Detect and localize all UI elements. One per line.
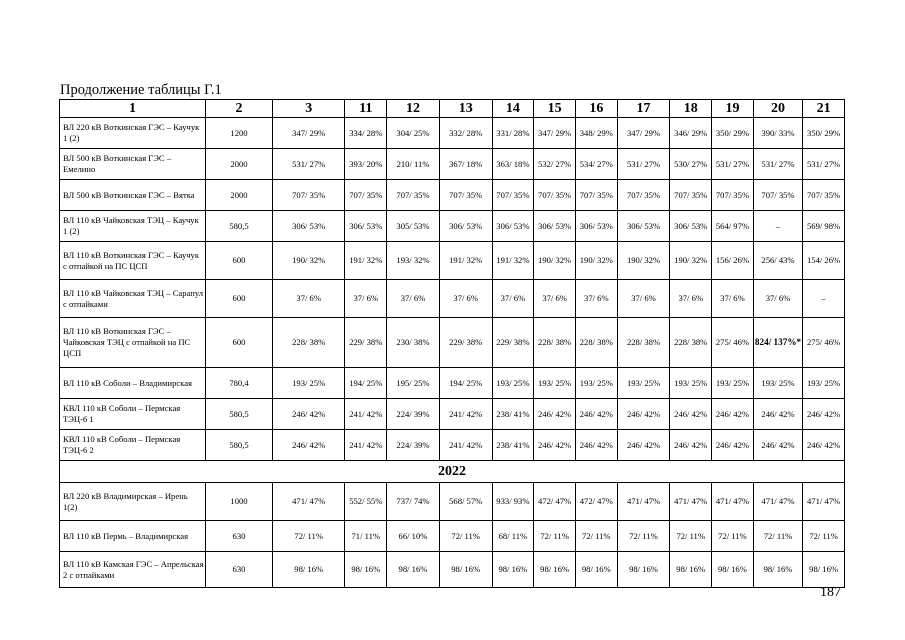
- value-cell: 347/ 29%: [272, 118, 344, 149]
- line-name-cell: ВЛ 110 кВ Воткинская ГЭС – Каучук с отпайкой на ПС ЦСП: [60, 242, 206, 280]
- value-cell: 531/ 27%: [617, 149, 670, 180]
- value-cell: 580,5: [206, 430, 273, 461]
- line-name-cell: КВЛ 110 кВ Соболи – Пермская ТЭЦ-6 1: [60, 399, 206, 430]
- value-cell: 306/ 53%: [670, 211, 712, 242]
- value-cell: 471/ 47%: [712, 483, 754, 521]
- line-name-cell: ВЛ 500 кВ Воткинская ГЭС – Вятка: [60, 180, 206, 211]
- value-cell: 390/ 33%: [753, 118, 802, 149]
- value-cell: 246/ 42%: [534, 399, 576, 430]
- table-row: [60, 180, 845, 211]
- value-cell: 246/ 42%: [712, 430, 754, 461]
- value-cell: 531/ 27%: [712, 149, 754, 180]
- table-row: [60, 280, 845, 318]
- table-row: [60, 242, 845, 280]
- value-cell: –: [803, 280, 845, 318]
- column-header: 13: [439, 100, 492, 118]
- column-header: 19: [712, 100, 754, 118]
- line-name-cell: ВЛ 110 кВ Чайковская ТЭЦ – Сарапул с отпайками: [60, 280, 206, 318]
- value-cell: 194/ 25%: [439, 368, 492, 399]
- value-cell: 568/ 57%: [439, 483, 492, 521]
- table-row: [60, 430, 845, 461]
- value-cell: 191/ 32%: [439, 242, 492, 280]
- value-cell: 37/ 6%: [345, 280, 387, 318]
- value-cell: 472/ 47%: [534, 483, 576, 521]
- value-cell: 72/ 11%: [439, 521, 492, 552]
- value-cell: 230/ 38%: [387, 318, 440, 368]
- value-cell: 37/ 6%: [670, 280, 712, 318]
- value-cell: 347/ 29%: [534, 118, 576, 149]
- value-cell: 393/ 20%: [345, 149, 387, 180]
- column-header: 3: [272, 100, 344, 118]
- value-cell: 531/ 27%: [272, 149, 344, 180]
- value-cell: 193/ 25%: [272, 368, 344, 399]
- value-cell: 193/ 25%: [803, 368, 845, 399]
- value-cell: 350/ 29%: [803, 118, 845, 149]
- value-cell: 630: [206, 521, 273, 552]
- column-header: 20: [753, 100, 802, 118]
- value-cell: 530/ 27%: [670, 149, 712, 180]
- value-cell: 246/ 42%: [803, 430, 845, 461]
- table-caption: Продолжение таблицы Г.1: [60, 82, 222, 98]
- value-cell: 564/ 97%: [712, 211, 754, 242]
- value-cell: 246/ 42%: [534, 430, 576, 461]
- value-cell: 367/ 18%: [439, 149, 492, 180]
- value-cell: 98/ 16%: [712, 552, 754, 588]
- value-cell: 350/ 29%: [712, 118, 754, 149]
- value-cell: 191/ 32%: [345, 242, 387, 280]
- value-cell: 471/ 47%: [272, 483, 344, 521]
- value-cell: 246/ 42%: [575, 430, 617, 461]
- value-cell: 246/ 42%: [617, 430, 670, 461]
- line-name-cell: ВЛ 110 кВ Соболи – Владимирская: [60, 368, 206, 399]
- value-cell: 72/ 11%: [534, 521, 576, 552]
- value-cell: 707/ 35%: [617, 180, 670, 211]
- value-cell: 241/ 42%: [345, 399, 387, 430]
- value-cell: 37/ 6%: [387, 280, 440, 318]
- value-cell: 241/ 42%: [345, 430, 387, 461]
- line-name-cell: ВЛ 110 кВ Чайковская ТЭЦ – Каучук 1 (2): [60, 211, 206, 242]
- column-header: 11: [345, 100, 387, 118]
- value-cell: 306/ 53%: [534, 211, 576, 242]
- value-cell: 98/ 16%: [670, 552, 712, 588]
- value-cell: 580,5: [206, 211, 273, 242]
- value-cell: 72/ 11%: [272, 521, 344, 552]
- value-cell: 600: [206, 318, 273, 368]
- value-cell: 256/ 43%: [753, 242, 802, 280]
- value-cell: 229/ 38%: [492, 318, 534, 368]
- year-label: 2022: [60, 461, 845, 483]
- line-name-cell: ВЛ 500 кВ Воткинская ГЭС – Емелино: [60, 149, 206, 180]
- value-cell: 228/ 38%: [575, 318, 617, 368]
- line-name-cell: ВЛ 220 кВ Воткинская ГЭС – Каучук 1 (2): [60, 118, 206, 149]
- value-cell: 347/ 29%: [617, 118, 670, 149]
- value-cell: 98/ 16%: [492, 552, 534, 588]
- value-cell: 37/ 6%: [575, 280, 617, 318]
- value-cell: 37/ 6%: [272, 280, 344, 318]
- value-cell: 98/ 16%: [387, 552, 440, 588]
- value-cell: 246/ 42%: [753, 399, 802, 430]
- value-cell: 552/ 55%: [345, 483, 387, 521]
- year-row: [60, 461, 845, 483]
- value-cell: 72/ 11%: [712, 521, 754, 552]
- column-header: 17: [617, 100, 670, 118]
- column-header: 2: [206, 100, 273, 118]
- value-cell: 707/ 35%: [272, 180, 344, 211]
- value-cell: 580,5: [206, 399, 273, 430]
- value-cell: 306/ 53%: [575, 211, 617, 242]
- value-cell: 707/ 35%: [575, 180, 617, 211]
- value-cell: 737/ 74%: [387, 483, 440, 521]
- value-cell: 600: [206, 280, 273, 318]
- value-cell: 193/ 32%: [387, 242, 440, 280]
- table-row: [60, 368, 845, 399]
- value-cell: 194/ 25%: [345, 368, 387, 399]
- value-cell: 1000: [206, 483, 273, 521]
- value-cell: 98/ 16%: [439, 552, 492, 588]
- value-cell: 471/ 47%: [670, 483, 712, 521]
- table-row: [60, 149, 845, 180]
- value-cell: 471/ 47%: [617, 483, 670, 521]
- value-cell: 228/ 38%: [670, 318, 712, 368]
- value-cell: 534/ 27%: [575, 149, 617, 180]
- data-table: [59, 99, 845, 588]
- value-cell: 334/ 28%: [345, 118, 387, 149]
- value-cell: 72/ 11%: [753, 521, 802, 552]
- value-cell: 246/ 42%: [753, 430, 802, 461]
- column-header: 21: [803, 100, 845, 118]
- value-cell: 71/ 11%: [345, 521, 387, 552]
- value-cell: 72/ 11%: [803, 521, 845, 552]
- value-cell: 72/ 11%: [617, 521, 670, 552]
- value-cell: 2000: [206, 149, 273, 180]
- line-name-cell: КВЛ 110 кВ Соболи – Пермская ТЭЦ-6 2: [60, 430, 206, 461]
- value-cell: 193/ 25%: [753, 368, 802, 399]
- value-cell: 331/ 28%: [492, 118, 534, 149]
- table-row: [60, 483, 845, 521]
- value-cell: 238/ 41%: [492, 399, 534, 430]
- value-cell: 306/ 53%: [439, 211, 492, 242]
- value-cell: 229/ 38%: [345, 318, 387, 368]
- value-cell: 933/ 93%: [492, 483, 534, 521]
- value-cell: 275/ 46%: [712, 318, 754, 368]
- value-cell: 630: [206, 552, 273, 588]
- value-cell: 246/ 42%: [617, 399, 670, 430]
- value-cell: 37/ 6%: [534, 280, 576, 318]
- value-cell: 246/ 42%: [803, 399, 845, 430]
- value-cell: 193/ 25%: [534, 368, 576, 399]
- value-cell: 707/ 35%: [439, 180, 492, 211]
- value-cell: 190/ 32%: [534, 242, 576, 280]
- value-cell: 569/ 98%: [803, 211, 845, 242]
- value-cell: 306/ 53%: [492, 211, 534, 242]
- value-cell: 238/ 41%: [492, 430, 534, 461]
- value-cell: 707/ 35%: [712, 180, 754, 211]
- value-cell: 531/ 27%: [753, 149, 802, 180]
- value-cell: 228/ 38%: [272, 318, 344, 368]
- value-cell: 707/ 35%: [534, 180, 576, 211]
- value-cell: 98/ 16%: [753, 552, 802, 588]
- header-row: [60, 100, 845, 118]
- value-cell: 306/ 53%: [345, 211, 387, 242]
- line-name-cell: ВЛ 110 кВ Воткинская ГЭС – Чайковская ТЭЦ с отпайкой на ПС ЦСП: [60, 318, 206, 368]
- value-cell: 348/ 29%: [575, 118, 617, 149]
- value-cell: 332/ 28%: [439, 118, 492, 149]
- value-cell: 193/ 25%: [670, 368, 712, 399]
- value-cell: 2000: [206, 180, 273, 211]
- value-cell: 66/ 10%: [387, 521, 440, 552]
- value-cell: 306/ 53%: [617, 211, 670, 242]
- value-cell: 246/ 42%: [670, 399, 712, 430]
- value-cell: 246/ 42%: [272, 399, 344, 430]
- value-cell: 306/ 53%: [272, 211, 344, 242]
- value-cell: 600: [206, 242, 273, 280]
- value-cell: 472/ 47%: [575, 483, 617, 521]
- value-cell: 275/ 46%: [803, 318, 845, 368]
- value-cell: 1200: [206, 118, 273, 149]
- value-cell: 707/ 35%: [753, 180, 802, 211]
- table-row: [60, 118, 845, 149]
- value-cell: 228/ 38%: [534, 318, 576, 368]
- value-cell: 72/ 11%: [670, 521, 712, 552]
- value-cell: 246/ 42%: [272, 430, 344, 461]
- value-cell: –: [753, 211, 802, 242]
- value-cell: 346/ 29%: [670, 118, 712, 149]
- value-cell: 195/ 25%: [387, 368, 440, 399]
- column-header: 16: [575, 100, 617, 118]
- value-cell: 190/ 32%: [617, 242, 670, 280]
- value-cell: 246/ 42%: [670, 430, 712, 461]
- value-cell: 68/ 11%: [492, 521, 534, 552]
- column-header: 15: [534, 100, 576, 118]
- value-cell: 707/ 35%: [387, 180, 440, 211]
- value-cell: 363/ 18%: [492, 149, 534, 180]
- value-cell: 224/ 39%: [387, 430, 440, 461]
- value-cell: 98/ 16%: [803, 552, 845, 588]
- table-row: [60, 521, 845, 552]
- value-cell: 37/ 6%: [617, 280, 670, 318]
- value-cell: 532/ 27%: [534, 149, 576, 180]
- value-cell: 98/ 16%: [575, 552, 617, 588]
- value-cell: 190/ 32%: [670, 242, 712, 280]
- value-cell: 193/ 25%: [712, 368, 754, 399]
- value-cell: 193/ 25%: [575, 368, 617, 399]
- page-number: 187: [820, 585, 841, 600]
- value-cell: 471/ 47%: [803, 483, 845, 521]
- value-cell: 190/ 32%: [575, 242, 617, 280]
- value-cell: 98/ 16%: [617, 552, 670, 588]
- value-cell: 471/ 47%: [753, 483, 802, 521]
- value-cell: 154/ 26%: [803, 242, 845, 280]
- value-cell: 37/ 6%: [439, 280, 492, 318]
- value-cell: 98/ 16%: [272, 552, 344, 588]
- value-cell: 98/ 16%: [345, 552, 387, 588]
- column-header: 18: [670, 100, 712, 118]
- value-cell: 780,4: [206, 368, 273, 399]
- column-header: 14: [492, 100, 534, 118]
- value-cell: 707/ 35%: [803, 180, 845, 211]
- value-cell: 707/ 35%: [670, 180, 712, 211]
- value-cell: 228/ 38%: [617, 318, 670, 368]
- line-name-cell: ВЛ 110 кВ Пермь – Владимирская: [60, 521, 206, 552]
- value-cell: 229/ 38%: [439, 318, 492, 368]
- value-cell: 72/ 11%: [575, 521, 617, 552]
- line-name-cell: ВЛ 220 кВ Владимирская – Ирень 1(2): [60, 483, 206, 521]
- value-cell: 246/ 42%: [575, 399, 617, 430]
- column-header: 12: [387, 100, 440, 118]
- table-row: [60, 399, 845, 430]
- value-cell: 707/ 35%: [492, 180, 534, 211]
- value-cell: 246/ 42%: [712, 399, 754, 430]
- value-cell: 824/ 137%*: [753, 318, 802, 368]
- value-cell: 191/ 32%: [492, 242, 534, 280]
- value-cell: 98/ 16%: [534, 552, 576, 588]
- table-row: [60, 318, 845, 368]
- value-cell: 531/ 27%: [803, 149, 845, 180]
- table-row: [60, 211, 845, 242]
- value-cell: 210/ 11%: [387, 149, 440, 180]
- value-cell: 304/ 25%: [387, 118, 440, 149]
- value-cell: 224/ 39%: [387, 399, 440, 430]
- column-header: 1: [60, 100, 206, 118]
- value-cell: 156/ 26%: [712, 242, 754, 280]
- value-cell: 193/ 25%: [492, 368, 534, 399]
- value-cell: 241/ 42%: [439, 430, 492, 461]
- value-cell: 707/ 35%: [345, 180, 387, 211]
- value-cell: 37/ 6%: [492, 280, 534, 318]
- value-cell: 37/ 6%: [712, 280, 754, 318]
- value-cell: 305/ 53%: [387, 211, 440, 242]
- value-cell: 37/ 6%: [753, 280, 802, 318]
- line-name-cell: ВЛ 110 кВ Камская ГЭС – Апрельская 2 с отпайками: [60, 552, 206, 588]
- value-cell: 193/ 25%: [617, 368, 670, 399]
- value-cell: 190/ 32%: [272, 242, 344, 280]
- value-cell: 241/ 42%: [439, 399, 492, 430]
- table-row: [60, 552, 845, 588]
